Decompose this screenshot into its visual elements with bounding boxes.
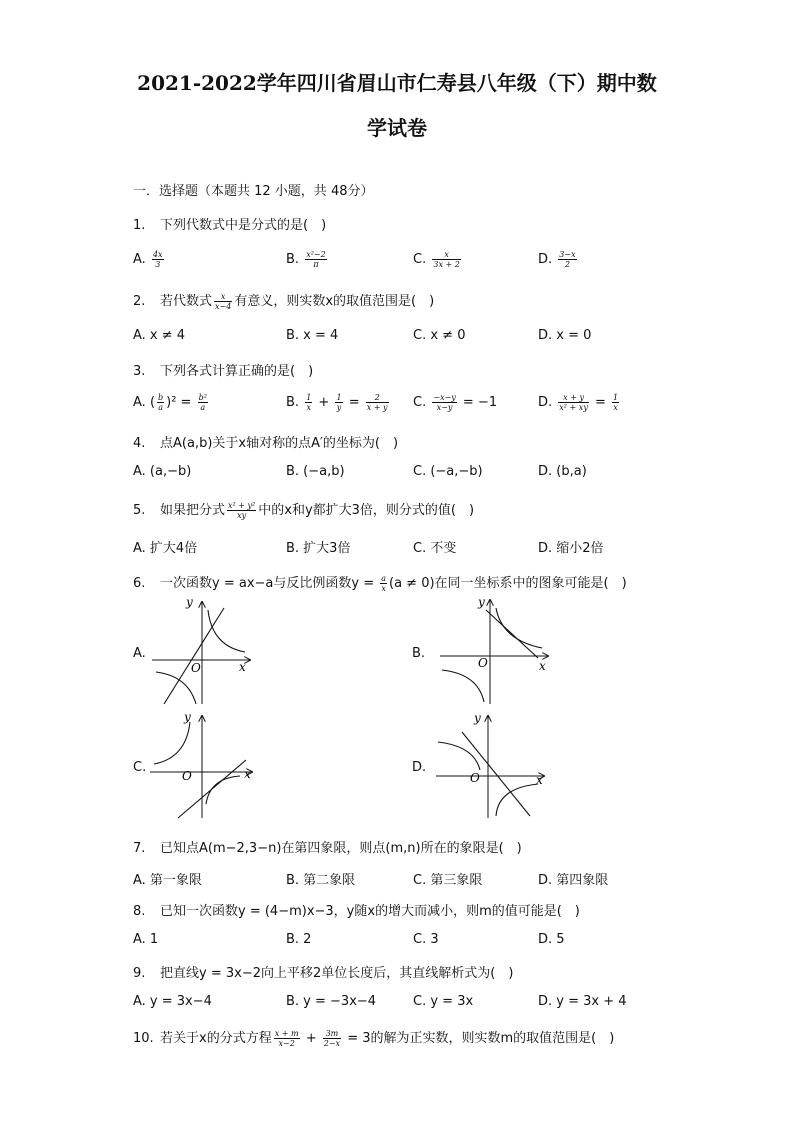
q8-option-d[interactable]: D. 5	[538, 932, 565, 947]
question-4: 4. 点A(a,b)关于x轴对称的点A′的坐标为( )	[133, 436, 399, 451]
q4-option-c[interactable]: C. (−a,−b)	[413, 464, 483, 479]
q3-option-c[interactable]: C. $\frac{-x-y}{x-y}$ = −1	[413, 393, 498, 412]
q5-option-d[interactable]: D. 缩小2倍	[538, 541, 604, 556]
q9-option-c[interactable]: C. y = 3x	[413, 994, 474, 1009]
y-axis-label: y	[478, 596, 485, 609]
q5-option-a[interactable]: A. 扩大4倍	[133, 541, 198, 556]
q3-option-a[interactable]: A. ( $\frac{b}{a}$ )² = $\frac{\text{b²}}{a}$	[133, 393, 207, 412]
q8-option-c[interactable]: C. 3	[413, 932, 439, 947]
exam-title-line2: 学试卷	[367, 116, 427, 140]
q7-option-a[interactable]: A. 第一象限	[133, 873, 202, 888]
q1-option-d[interactable]: D. $\frac{3-x}{2}$	[538, 250, 576, 269]
y-axis-label: y	[184, 710, 191, 724]
q7-option-d[interactable]: D. 第四象限	[538, 873, 609, 888]
q1-option-b[interactable]: B. $\frac{\text{x²−2}}{\pi}$	[286, 250, 326, 269]
question-10: 10. 若关于x的分式方程 $\frac{x + m}{x-2}$ + $\frac{3m}{2-x}$ = 3的解为正实数，则实数m的取值范围是( )	[133, 1029, 615, 1048]
q8-option-a[interactable]: A. 1	[133, 932, 159, 947]
hyperbola-branch-2	[442, 670, 484, 702]
exam-title-line1: 2021-2022学年四川省眉山市仁寿县八年级（下）期中数	[137, 71, 657, 95]
q4-option-d[interactable]: D. (b,a)	[538, 464, 587, 479]
q3-option-d[interactable]: D. $\frac{x + y}{\text{x² + xy}}$ = $\frac{1}{x}$	[538, 393, 619, 412]
linear-function-line	[164, 608, 224, 704]
origin-label: O	[182, 769, 192, 783]
origin-label: O	[478, 656, 488, 670]
hyperbola-branch-1	[154, 722, 190, 764]
q6-graph-c[interactable]	[148, 710, 260, 822]
origin-label: O	[191, 661, 201, 675]
question-9: 9. 把直线y = 3x−2向上平移2单位长度后，其直线解析式为( )	[133, 966, 514, 981]
q4-option-b[interactable]: B. (−a,b)	[286, 464, 345, 479]
question-8: 8. 已知一次函数y = (4−m)x−3，y随x的增大而减小，则m的值可能是( )	[133, 904, 580, 919]
linear-function-line	[486, 610, 538, 658]
x-axis-label: x	[239, 660, 246, 674]
question-5: 5. 如果把分式 $\frac{\text{x² + y²}}{xy}$ 中的x和y都扩大3倍，则分式的值( )	[133, 501, 475, 520]
q9-option-a[interactable]: A. y = 3x−4	[133, 994, 212, 1009]
q6-option-a-label[interactable]: A.	[133, 646, 146, 661]
q1-option-a[interactable]: A. $\frac{4x}{3}$	[133, 250, 163, 269]
q3-option-b[interactable]: B. $\frac{1}{x}$ + $\frac{1}{y}$ = $\frac{2}{x + y}$	[286, 393, 388, 412]
q6-graph-d[interactable]	[434, 712, 550, 822]
q1-option-c[interactable]: C. $\frac{x}{3x + 2}$	[413, 250, 460, 269]
section-heading: 一．选择题（本题共 12 小题，共 48分）	[133, 184, 374, 199]
origin-label: O	[470, 771, 480, 785]
hyperbola-branch-1	[496, 608, 542, 648]
q8-option-b[interactable]: B. 2	[286, 932, 312, 947]
y-axis-label: y	[186, 596, 193, 609]
question-3: 3. 下列各式计算正确的是( )	[133, 364, 314, 379]
hyperbola-branch-1	[208, 610, 245, 652]
hyperbola-branch-2	[206, 776, 240, 804]
question-7: 7. 已知点A(m−2,3−n)在第四象限，则点(m,n)所在的象限是( )	[133, 841, 522, 856]
q4-option-a[interactable]: A. (a,−b)	[133, 464, 192, 479]
y-axis-label: y	[474, 712, 481, 725]
q6-graph-b[interactable]	[438, 596, 554, 708]
x-axis-label: x	[539, 659, 546, 673]
x-axis-label: x	[244, 767, 251, 781]
q9-option-b[interactable]: B. y = −3x−4	[286, 994, 377, 1009]
q2-option-a[interactable]: A. x ≠ 4	[133, 328, 186, 343]
hyperbola-branch-2	[156, 672, 196, 704]
x-axis-label: x	[536, 773, 543, 787]
q6-graph-a[interactable]	[150, 596, 260, 708]
q2-option-c[interactable]: C. x ≠ 0	[413, 328, 466, 343]
q9-option-d[interactable]: D. y = 3x + 4	[538, 994, 627, 1009]
question-1: 1. 下列代数式中是分式的是( )	[133, 218, 327, 233]
question-2: 2. 若代数式 $\frac{x}{x-4}$ 有意义，则实数x的取值范围是( )	[133, 292, 435, 311]
q6-option-c-label[interactable]: C.	[133, 760, 147, 775]
q7-option-b[interactable]: B. 第二象限	[286, 873, 356, 888]
q2-option-d[interactable]: D. x = 0	[538, 328, 592, 343]
q5-option-b[interactable]: B. 扩大3倍	[286, 541, 351, 556]
q6-option-b-label[interactable]: B.	[412, 646, 426, 661]
question-6: 6. 一次函数y = ax−a与反比例函数y = $\frac{a}{x}$ (a ≠ 0)在同一坐标系中的图象可能是( )	[133, 574, 627, 593]
q6-option-d-label[interactable]: D.	[412, 760, 427, 775]
q5-option-c[interactable]: C. 不变	[413, 541, 457, 556]
q7-option-c[interactable]: C. 第三象限	[413, 873, 483, 888]
q2-option-b[interactable]: B. x = 4	[286, 328, 339, 343]
